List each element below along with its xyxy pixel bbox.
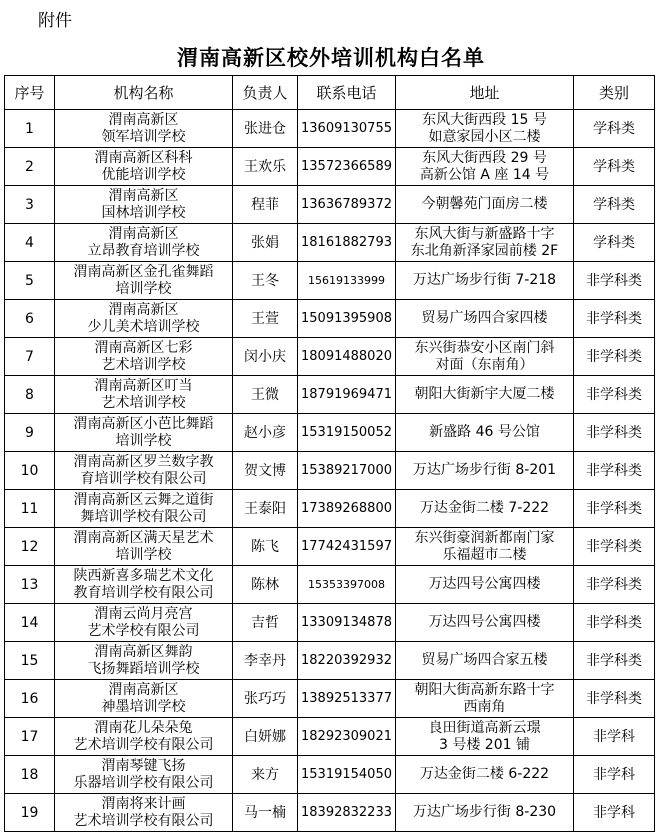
name-line-2: 神墨培训学校 (101, 698, 186, 715)
cell-address (396, 110, 574, 148)
address-line-1: 东兴街豪润新都南门家 (414, 529, 555, 546)
table-row (5, 718, 655, 756)
name-line-2: 舞培训学校有限公司 (80, 508, 207, 525)
name-line-2: 教育培训学校有限公司 (73, 584, 214, 601)
name-line-1: 渭南琴键飞扬 (101, 757, 186, 774)
address-line-1: 朝阳大街高新东路十字 (414, 681, 555, 698)
table-row (5, 794, 655, 832)
table-header-row (5, 76, 655, 110)
address-line-2: 乐福超市二楼 (442, 546, 527, 563)
cell-phone: 15619133999 (298, 262, 396, 300)
cell-phone: 18091488020 (298, 338, 396, 376)
name-line-2: 培训学校 (115, 432, 172, 449)
cell-name (55, 300, 233, 338)
cell-category: 非学科类 (574, 642, 655, 680)
cell-category: 学科类 (574, 148, 655, 186)
table-row (5, 148, 655, 186)
cell-person: 程菲 (233, 186, 298, 224)
cell-name (55, 642, 233, 680)
cell-name (55, 452, 233, 490)
cell-person: 王泰阳 (233, 490, 298, 528)
cell-phone: 18392832233 (298, 794, 396, 832)
address-line-1: 朝阳大街新宇大厦二楼 (414, 386, 555, 402)
cell-category: 非学科类 (574, 490, 655, 528)
cell-person: 张进仓 (233, 110, 298, 148)
cell-phone: 15091395908 (298, 300, 396, 338)
address-line-1: 万达金街二楼 7-222 (419, 500, 550, 516)
name-line-1: 渭南高新区罗兰数字教 (73, 453, 214, 470)
cell-address (396, 186, 574, 224)
name-line-2: 艺术培训学校有限公司 (73, 736, 214, 753)
address-line-1: 良田街道高新云璟 (428, 719, 541, 736)
cell-address (396, 566, 574, 604)
cell-phone: 18220392932 (298, 642, 396, 680)
cell-category: 非学科类 (574, 604, 655, 642)
cell-category: 学科类 (574, 186, 655, 224)
cell-person: 吉哲 (233, 604, 298, 642)
cell-address (396, 680, 574, 718)
address-line-2: 东北角新泽家园前楼 2F (410, 242, 559, 259)
cell-category: 非学科 (574, 794, 655, 832)
cell-name (55, 110, 233, 148)
cell-index: 5 (5, 262, 55, 300)
name-line-1: 渭南高新区满天星艺术 (73, 529, 214, 546)
address-line-1: 贸易广场四合家五楼 (421, 652, 548, 668)
cell-name (55, 756, 233, 794)
cell-name (55, 414, 233, 452)
cell-index: 16 (5, 680, 55, 718)
name-line-2: 飞扬舞蹈培训学校 (87, 660, 200, 677)
name-line-2: 艺术培训学校 (101, 394, 186, 411)
address-line-1: 东风大街西段 29 号 (422, 149, 547, 166)
table-row (5, 338, 655, 376)
cell-phone: 13309134878 (298, 604, 396, 642)
cell-person: 贺文博 (233, 452, 298, 490)
name-line-1: 渭南花儿朵朵兔 (94, 719, 193, 736)
name-line-1: 渭南云尚月亮宫 (94, 605, 193, 622)
cell-phone: 17389268800 (298, 490, 396, 528)
cell-phone: 15319150052 (298, 414, 396, 452)
cell-phone: 18161882793 (298, 224, 396, 262)
cell-person: 王欢乐 (233, 148, 298, 186)
table-row (5, 186, 655, 224)
address-line-1: 万达金街二楼 6-222 (419, 766, 550, 782)
table-row (5, 490, 655, 528)
name-line-1: 渭南高新区小芭比舞蹈 (73, 415, 214, 432)
cell-name (55, 224, 233, 262)
cell-person: 白妍娜 (233, 718, 298, 756)
whitelist-table (4, 75, 655, 832)
cell-person: 赵小彦 (233, 414, 298, 452)
name-line-2: 国林培训学校 (101, 204, 186, 221)
table-row (5, 262, 655, 300)
cell-address (396, 756, 574, 794)
cell-index: 15 (5, 642, 55, 680)
name-line-1: 渭南高新区 (108, 681, 179, 698)
page-title: 渭南高新区校外培训机构白名单 (177, 46, 485, 70)
address-line-1: 贸易广场四合家四楼 (421, 310, 548, 326)
name-line-2: 艺术培训学校有限公司 (73, 812, 214, 829)
address-line-1: 万达四号公寓四楼 (428, 576, 541, 592)
name-line-1: 渭南高新区 (108, 225, 179, 242)
address-line-1: 万达四号公寓四楼 (428, 614, 541, 630)
name-line-2: 育培训学校有限公司 (80, 470, 207, 487)
cell-category: 学科类 (574, 224, 655, 262)
cell-name (55, 566, 233, 604)
address-line-2: 3 号楼 201 铺 (439, 736, 530, 753)
name-line-1: 渭南高新区叮当 (94, 377, 193, 394)
header-address: 地址 (396, 76, 574, 110)
cell-category: 非学科类 (574, 414, 655, 452)
address-line-1: 新盛路 46 号公馆 (429, 424, 540, 440)
name-line-1: 陕西新喜多瑞艺术文化 (73, 567, 214, 584)
attachment-label: 附件 (38, 11, 72, 31)
cell-index: 4 (5, 224, 55, 262)
cell-name (55, 148, 233, 186)
cell-index: 17 (5, 718, 55, 756)
cell-address (396, 338, 574, 376)
cell-index: 2 (5, 148, 55, 186)
cell-category: 非学科类 (574, 338, 655, 376)
address-line-1: 今朝馨苑门面房二楼 (421, 196, 548, 212)
address-line-1: 东风大街与新盛路十字 (414, 225, 555, 242)
name-line-2: 少儿美术培训学校 (87, 318, 200, 335)
cell-phone: 15353397008 (298, 566, 396, 604)
cell-name (55, 376, 233, 414)
cell-person: 王微 (233, 376, 298, 414)
header-phone: 联系电话 (298, 76, 396, 110)
cell-phone: 18292309021 (298, 718, 396, 756)
cell-address (396, 300, 574, 338)
cell-address (396, 528, 574, 566)
address-line-1: 万达广场步行街 8-201 (412, 462, 557, 478)
cell-index: 9 (5, 414, 55, 452)
cell-index: 7 (5, 338, 55, 376)
name-line-2: 优能培训学校 (101, 166, 186, 183)
cell-index: 11 (5, 490, 55, 528)
cell-person: 王冬 (233, 262, 298, 300)
header-category: 类别 (574, 76, 655, 110)
cell-index: 8 (5, 376, 55, 414)
cell-name (55, 186, 233, 224)
cell-index: 10 (5, 452, 55, 490)
cell-address (396, 794, 574, 832)
cell-category: 非学科 (574, 718, 655, 756)
address-line-1: 东风大街西段 15 号 (422, 111, 547, 128)
cell-category: 非学科类 (574, 566, 655, 604)
cell-phone: 17742431597 (298, 528, 396, 566)
cell-name (55, 604, 233, 642)
table-row (5, 376, 655, 414)
address-line-1: 万达广场步行街 8-230 (412, 804, 557, 820)
header-name: 机构名称 (55, 76, 233, 110)
name-line-2: 培训学校 (115, 280, 172, 297)
table-row (5, 110, 655, 148)
address-line-2: 对面（东南角） (435, 356, 534, 373)
cell-phone: 13892513377 (298, 680, 396, 718)
name-line-1: 渭南高新区 (108, 187, 179, 204)
cell-name (55, 680, 233, 718)
cell-address (396, 642, 574, 680)
name-line-2: 艺术学校有限公司 (87, 622, 200, 639)
cell-name (55, 262, 233, 300)
name-line-1: 渭南高新区七彩 (94, 339, 193, 356)
cell-address (396, 414, 574, 452)
table-row (5, 528, 655, 566)
name-line-1: 渭南高新区云舞之道街 (73, 491, 214, 508)
cell-category: 非学科类 (574, 452, 655, 490)
name-line-1: 渭南高新区 (108, 301, 179, 318)
cell-index: 3 (5, 186, 55, 224)
cell-address (396, 148, 574, 186)
cell-phone: 13572366589 (298, 148, 396, 186)
name-line-2: 艺术培训学校 (101, 356, 186, 373)
address-line-1: 万达广场步行街 7-218 (412, 272, 557, 288)
header-person: 负责人 (233, 76, 298, 110)
table-row (5, 756, 655, 794)
cell-person: 李幸丹 (233, 642, 298, 680)
cell-person: 闵小庆 (233, 338, 298, 376)
name-line-2: 立昂教育培训学校 (87, 242, 200, 259)
cell-address (396, 604, 574, 642)
address-line-2: 如意家园小区二楼 (428, 128, 541, 145)
name-line-1: 渭南将来计画 (101, 795, 186, 812)
name-line-1: 渭南高新区舞韵 (94, 643, 193, 660)
cell-person: 马一楠 (233, 794, 298, 832)
name-line-2: 培训学校 (115, 546, 172, 563)
cell-index: 1 (5, 110, 55, 148)
cell-name (55, 794, 233, 832)
header-index: 序号 (5, 76, 55, 110)
cell-phone: 15389217000 (298, 452, 396, 490)
cell-index: 12 (5, 528, 55, 566)
table-row (5, 604, 655, 642)
table-row (5, 414, 655, 452)
cell-index: 13 (5, 566, 55, 604)
cell-phone: 18791969471 (298, 376, 396, 414)
cell-address (396, 224, 574, 262)
cell-person: 来方 (233, 756, 298, 794)
cell-category: 非学科类 (574, 300, 655, 338)
name-line-1: 渭南高新区 (108, 111, 179, 128)
table-row (5, 680, 655, 718)
name-line-1: 渭南高新区金孔雀舞蹈 (73, 263, 214, 280)
cell-address (396, 452, 574, 490)
cell-name (55, 338, 233, 376)
cell-person: 王萱 (233, 300, 298, 338)
table-row (5, 224, 655, 262)
cell-category: 非学科类 (574, 262, 655, 300)
table-row (5, 642, 655, 680)
cell-index: 6 (5, 300, 55, 338)
cell-address (396, 718, 574, 756)
cell-index: 14 (5, 604, 55, 642)
cell-category: 学科类 (574, 110, 655, 148)
table-row (5, 300, 655, 338)
cell-category: 非学科 (574, 756, 655, 794)
name-line-1: 渭南高新区科科 (94, 149, 193, 166)
cell-phone: 13636789372 (298, 186, 396, 224)
address-line-2: 西南角 (463, 698, 506, 715)
cell-address (396, 376, 574, 414)
cell-category: 非学科类 (574, 528, 655, 566)
cell-person: 陈飞 (233, 528, 298, 566)
cell-person: 张巧巧 (233, 680, 298, 718)
cell-address (396, 262, 574, 300)
cell-category: 非学科类 (574, 680, 655, 718)
cell-person: 张娟 (233, 224, 298, 262)
cell-name (55, 490, 233, 528)
table-body (5, 110, 655, 832)
name-line-2: 乐器培训学校有限公司 (73, 774, 214, 791)
cell-address (396, 490, 574, 528)
address-line-1: 东兴街恭安小区南门斜 (414, 339, 555, 356)
cell-index: 19 (5, 794, 55, 832)
address-line-2: 高新公馆 A 座 14 号 (419, 166, 550, 183)
cell-phone: 15319154050 (298, 756, 396, 794)
table-row (5, 452, 655, 490)
cell-category: 非学科类 (574, 376, 655, 414)
table-row (5, 566, 655, 604)
cell-name (55, 718, 233, 756)
cell-index: 18 (5, 756, 55, 794)
cell-person: 陈林 (233, 566, 298, 604)
name-line-2: 领军培训学校 (101, 128, 186, 145)
cell-name (55, 528, 233, 566)
cell-phone: 13609130755 (298, 110, 396, 148)
